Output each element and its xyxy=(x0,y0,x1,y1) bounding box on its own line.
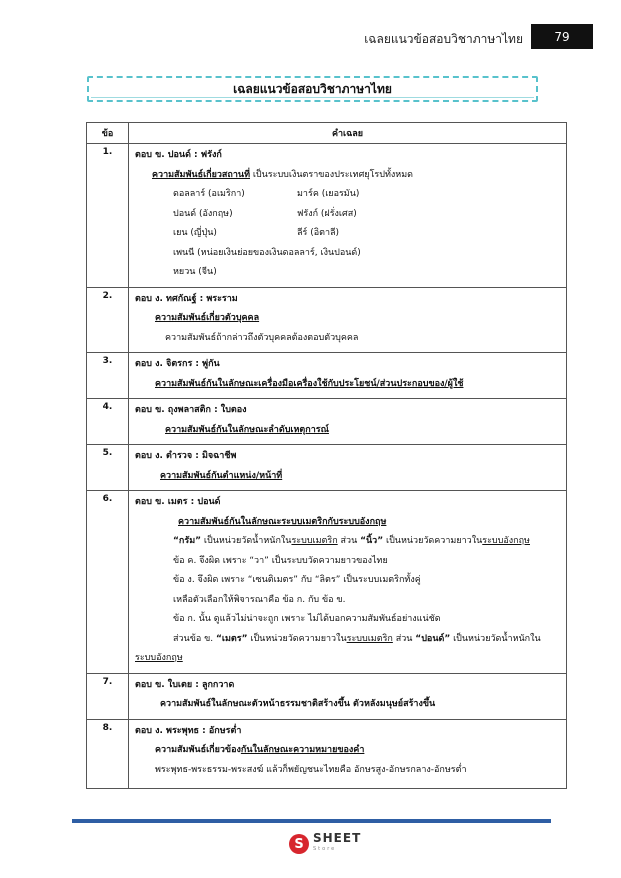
answer-cell xyxy=(129,399,567,445)
row-number: 6. xyxy=(87,491,129,674)
answer-line: ตอบ ข. ใบเตย : ลูกกวาด xyxy=(135,679,235,690)
header-title: เฉลยแนวข้อสอบวิชาภาษาไทย xyxy=(364,32,523,46)
explanation-line: “กรัม” เป็นหน่วยวัดน้ำหนักในระบบเมตริก ส่วน “นิ้ว” เป็นหน่วยวัดความยาวในระบบอังกฤษ xyxy=(173,536,530,546)
currency-left: ดอลลาร์ (อเมริกา) xyxy=(173,189,245,199)
logo-text: SHEET Store xyxy=(313,831,362,852)
currency-right: มาร์ค (เยอรมัน) xyxy=(297,189,360,199)
answer-line: ตอบ ข. เมตร : ปอนด์ xyxy=(135,497,221,507)
description-line: พระพุทธ-พระธรรม-พระสงฆ์ แล้วก็พยัญชนะไทยคือ อักษรสูง-อักษรกลาง-อักษรต่ำ xyxy=(155,764,467,775)
relation-text: ความสัมพันธ์ในลักษณะตัวหน้าธรรมชาติสร้างขึ้น ตัวหลังมนุษย์สร้างขึ้น xyxy=(160,699,436,709)
answer-table xyxy=(86,122,567,789)
currency-left: เยน (ญี่ปุ่น) xyxy=(173,228,217,238)
answer-cell xyxy=(129,491,567,674)
row-number: 1. xyxy=(87,144,129,288)
page-number-box xyxy=(531,24,593,49)
answer-cell xyxy=(129,353,567,399)
logo-s-icon: S xyxy=(289,834,309,854)
answer-line: ตอบ ง. จิตรกร : พู่กัน xyxy=(135,359,220,369)
currency-line: เพนนี (หน่อยเงินย่อยของเงินดอลลาร์, เงินปอนด์) xyxy=(173,247,361,258)
currency-right: ฟรังก์ (ฝรั่งเศส) xyxy=(297,208,357,219)
relation-line: ความสัมพันธ์เกี่ยวข้องกันในลักษณะความหมายของคำ xyxy=(155,745,365,755)
row-number: 5. xyxy=(87,445,129,491)
footer-bar xyxy=(72,819,551,823)
currency-line: หยวน (จีน) xyxy=(173,267,217,277)
table-row xyxy=(87,445,567,491)
title-banner xyxy=(87,76,538,102)
answer-cell xyxy=(129,144,567,288)
currency-pair xyxy=(135,205,562,225)
currency-pair xyxy=(135,224,562,244)
relation-text: ความสัมพันธ์กันในลักษณะลำดับเหตุการณ์ xyxy=(165,424,329,435)
table-row xyxy=(87,287,567,353)
relation-text: ความสัมพันธ์กันในลักษณะระบบเมตริกกับระบบอังกฤษ xyxy=(178,516,387,527)
answer-line: ตอบ ง. ทศกัณฐ์ : พระราม xyxy=(135,293,238,304)
answer-cell xyxy=(129,445,567,491)
answer-cell xyxy=(129,673,567,719)
answer-line: ตอบ ง. ตำรวจ : มิจฉาชีพ xyxy=(135,451,237,461)
relation-text: ความสัมพันธ์เกี่ยวตัวบุคคล xyxy=(155,313,260,323)
explanation-line: ส่วนข้อ ข. “เมตร” เป็นหน่วยวัดความยาวในระบบเมตริก ส่วน “ปอนด์” เป็นหน่วยวัดน้ำหนักใน xyxy=(173,633,541,644)
table-row xyxy=(87,719,567,788)
answer-line: ตอบ ข. ถุงพลาสติก : ใบตอง xyxy=(135,405,247,415)
row-number: 7. xyxy=(87,673,129,719)
column-header-number: ข้อ xyxy=(87,123,129,144)
page-number: 79 xyxy=(554,29,570,44)
answer-cell xyxy=(129,719,567,788)
description-line: ความสัมพันธ์ถ้ากล่าวถึงตัวบุคคลต้องตอบตัวบุคคล xyxy=(165,332,359,343)
answer-line: ตอบ ข. ปอนด์ : ฟรังก์ xyxy=(135,150,222,160)
explanation-line: ข้อ ก. นั้น ดูแล้วไม่น่าจะถูก เพราะ ไม่ได้บอกความสัมพันธ์อย่างแน่ชัด xyxy=(173,614,441,624)
relation-rest: เป็นระบบเงินตราของประเทศยุโรปทั้งหมด xyxy=(250,169,413,180)
table-row xyxy=(87,353,567,399)
currency-right: ลีร์ (อิตาลี) xyxy=(297,228,340,238)
table-row xyxy=(87,491,567,674)
row-number: 8. xyxy=(87,719,129,788)
row-number: 2. xyxy=(87,287,129,353)
banner-title: เฉลยแนวข้อสอบวิชาภาษาไทย xyxy=(233,81,392,96)
table-row xyxy=(87,144,567,288)
explanation-line: ข้อ ง. จึงผิด เพราะ “เซนติเมตร” กับ “ลิตร” เป็นระบบเมตริกทั้งคู่ xyxy=(173,575,421,585)
column-header-answer: คำเฉลย xyxy=(129,123,567,144)
relation-line xyxy=(135,166,562,186)
answer-cell xyxy=(129,287,567,353)
explanation-line: เหลือตัวเลือกให้พิจารณาคือ ข้อ ก. กับ ข้อ ข. xyxy=(173,594,346,605)
currency-left: ปอนด์ (อังกฤษ) xyxy=(173,208,233,219)
table-row xyxy=(87,673,567,719)
currency-pair xyxy=(135,185,562,205)
sheet-store-logo xyxy=(289,833,361,855)
relation-text: ความสัมพันธ์กันในลักษณะเครื่องมือเครื่องใช้กับประโยชน์/ส่วนประกอบของ/ผู้ใช้ xyxy=(155,378,464,389)
row-number: 4. xyxy=(87,399,129,445)
explanation-line: ข้อ ค. จึงผิด เพราะ “วา” เป็นระบบวัดความยาวของไทย xyxy=(173,555,388,566)
explanation-line: ระบบอังกฤษ xyxy=(135,653,183,663)
relation-text: ความสัมพันธ์กันตำแหน่ง/หน้าที่ xyxy=(160,470,283,481)
relation-text: ความสัมพันธ์เกี่ยวสถานที่ xyxy=(152,169,250,180)
answer-line: ตอบ ง. พระพุทธ : อักษรต่ำ xyxy=(135,725,242,736)
table-header-row xyxy=(87,123,567,144)
table-row xyxy=(87,399,567,445)
row-number: 3. xyxy=(87,353,129,399)
